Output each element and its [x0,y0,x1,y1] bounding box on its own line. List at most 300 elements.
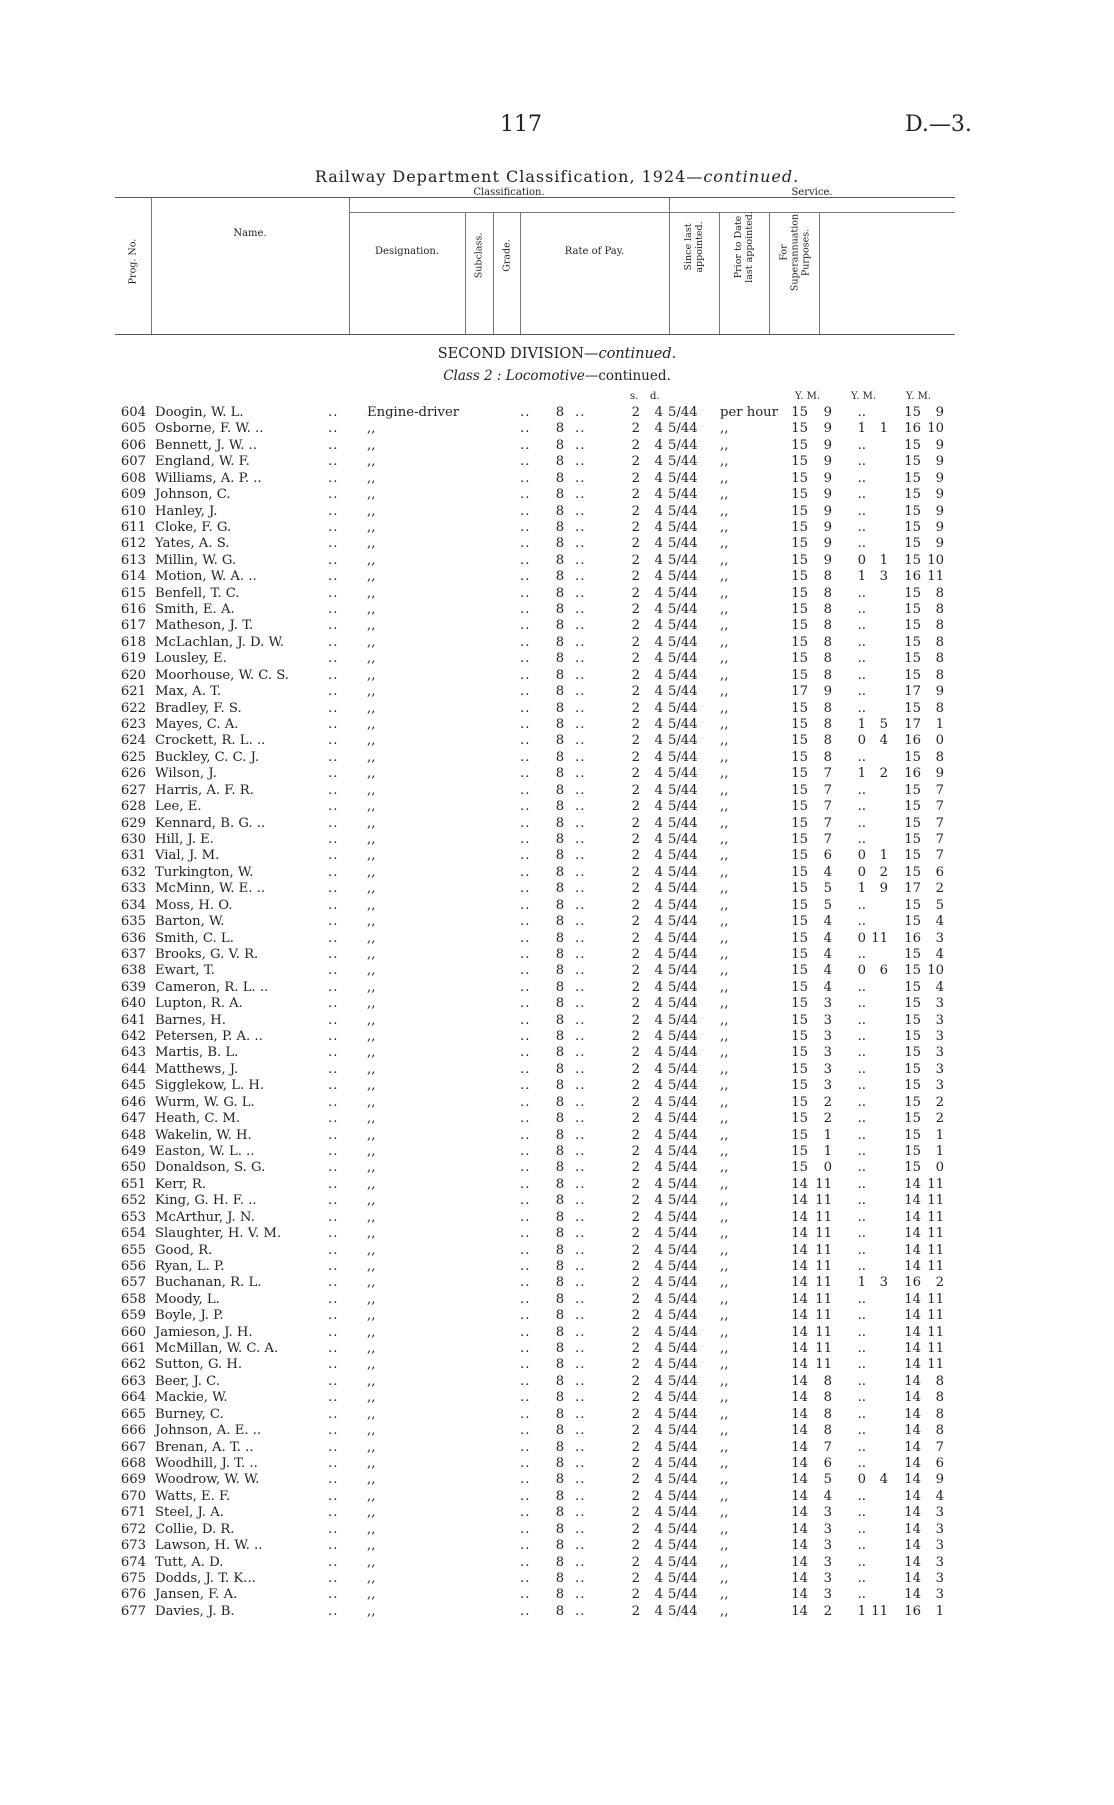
cell-since-years: 14 [791,1488,808,1504]
cell-since-months: 11 [815,1308,832,1324]
cell-prior-years: .. [857,1061,866,1077]
cell-prog-no: 636 [120,930,146,946]
cell-rate-unit: ,, [720,1521,729,1537]
cell-leader: .. [328,749,339,765]
cell-rate-pence: 4 [654,1012,663,1028]
cell-since-years: 14 [791,1176,808,1192]
cell-rate-pence: 4 [654,536,663,552]
cell-rate-unit: ,, [720,1291,729,1307]
cell-rate-unit: ,, [720,569,729,585]
cell-subclass: 8 [555,585,565,601]
cell-rate-fraction: 5/44 [668,437,698,453]
cell-since-months: 5 [823,1472,832,1488]
cell-rate-shillings: 2 [631,1242,640,1258]
cell-rate-unit: ,, [720,552,729,568]
cell-prior-years: .. [857,1439,866,1455]
cell-since-months: 8 [823,1390,832,1406]
cell-rate-shillings: 2 [631,733,640,749]
cell-subclass: 8 [555,437,565,453]
cell-name: Lawson, H. W. .. [155,1538,263,1554]
cell-super-months: 0 [935,733,944,749]
cell-since-months: 8 [823,585,832,601]
cell-leader: .. [520,503,531,519]
cell-prog-no: 633 [120,881,146,897]
cell-name: Osborne, F. W. .. [155,421,264,437]
table-row [0,635,1114,651]
cell-rate-pence: 4 [654,454,663,470]
cell-leader: .. [520,1390,531,1406]
cell-leader: .. [575,766,586,782]
cell-leader: .. [328,831,339,847]
table-row [0,1325,1114,1341]
cell-super-years: 14 [904,1341,921,1357]
cell-rate-fraction: 5/44 [668,1423,698,1439]
cell-leader: .. [575,1603,586,1619]
cell-rate-fraction: 5/44 [668,552,698,568]
cell-leader: .. [520,815,531,831]
cell-rate-shillings: 2 [631,1078,640,1094]
cell-leader: .. [520,569,531,585]
cell-leader: .. [520,1521,531,1537]
cell-super-months: 8 [935,634,944,650]
cell-rate-shillings: 2 [631,421,640,437]
cell-prog-no: 676 [120,1587,146,1603]
cell-leader: .. [520,602,531,618]
cell-prog-no: 610 [120,503,146,519]
cell-designation: ,, [367,914,376,930]
cell-rate-shillings: 2 [631,487,640,503]
cell-super-months: 7 [935,815,944,831]
cell-name: Matthews, J. [155,1061,239,1077]
table-row [0,996,1114,1012]
cell-subclass: 8 [555,519,565,535]
cell-leader: .. [520,1570,531,1586]
cell-since-months: 5 [823,881,832,897]
cell-since-months: 8 [823,1423,832,1439]
cell-rate-unit: ,, [720,470,729,486]
cell-prior-years: 1 [857,1275,866,1291]
cell-since-months: 3 [823,1587,832,1603]
cell-name: Benfell, T. C. [155,585,240,601]
cell-leader: .. [575,1160,586,1176]
cell-since-months: 9 [823,470,832,486]
cell-leader: .. [575,815,586,831]
cell-prior-months: 11 [871,1603,888,1619]
cell-since-months: 3 [823,1012,832,1028]
cell-designation: ,, [367,1587,376,1603]
table-row [0,1587,1114,1603]
cell-leader: .. [575,914,586,930]
cell-super-years: 14 [904,1521,921,1537]
cell-name: Brenan, A. T. .. [155,1439,254,1455]
cell-prog-no: 632 [120,864,146,880]
cell-super-months: 4 [935,914,944,930]
cell-super-years: 14 [904,1439,921,1455]
table-row [0,766,1114,782]
cell-rate-shillings: 2 [631,1012,640,1028]
cell-name: Moorhouse, W. C. S. [155,667,289,683]
cell-designation: ,, [367,1029,376,1045]
cell-leader: .. [520,881,531,897]
cell-prior-months: 2 [879,766,888,782]
cell-prog-no: 648 [120,1127,146,1143]
cell-subclass: 8 [555,897,565,913]
cell-prior-years: 0 [857,848,866,864]
cell-leader: .. [328,651,339,667]
cell-rate-fraction: 5/44 [668,1176,698,1192]
cell-designation: ,, [367,1570,376,1586]
cell-leader: .. [520,930,531,946]
cell-rate-pence: 4 [654,1160,663,1176]
cell-leader: .. [328,1521,339,1537]
cell-leader: .. [520,1193,531,1209]
cell-since-months: 3 [823,1538,832,1554]
cell-prog-no: 607 [120,454,146,470]
page-code: D.—3. [905,112,972,137]
cell-rate-fraction: 5/44 [668,1488,698,1504]
cell-name: Tutt, A. D. [155,1554,224,1570]
cell-super-years: 15 [904,1029,921,1045]
cell-prior-years: 1 [857,569,866,585]
cell-rate-shillings: 2 [631,470,640,486]
table-row [0,1456,1114,1472]
cell-leader: .. [328,1127,339,1143]
table-row [0,1440,1114,1456]
cell-super-years: 14 [904,1373,921,1389]
cell-leader: .. [328,1603,339,1619]
cell-rate-shillings: 2 [631,1439,640,1455]
cell-rate-pence: 4 [654,602,663,618]
cell-rate-pence: 4 [654,651,663,667]
cell-leader: .. [520,552,531,568]
cell-leader: .. [520,733,531,749]
cell-since-years: 15 [791,667,808,683]
cell-subclass: 8 [555,717,565,733]
cell-prog-no: 650 [120,1160,146,1176]
cell-prog-no: 617 [120,618,146,634]
cell-since-years: 15 [791,881,808,897]
header-prior-to-date: Prior to Date last appointed. [733,211,755,283]
cell-prior-years: .. [857,651,866,667]
table-row [0,651,1114,667]
table-row [0,1226,1114,1242]
cell-leader: .. [520,1472,531,1488]
cell-leader: .. [520,405,531,420]
cell-designation: ,, [367,1275,376,1291]
cell-since-months: 4 [823,914,832,930]
cell-since-months: 9 [823,421,832,437]
cell-super-years: 15 [904,470,921,486]
cell-subclass: 8 [555,421,565,437]
cell-name: McArthur, J. N. [155,1209,255,1225]
cell-prior-months: 1 [879,421,888,437]
cell-subclass: 8 [555,1029,565,1045]
cell-rate-pence: 4 [654,1291,663,1307]
cell-since-years: 14 [791,1505,808,1521]
cell-prior-months: 1 [879,848,888,864]
cell-subclass: 8 [555,1390,565,1406]
cell-subclass: 8 [555,881,565,897]
cell-leader: .. [575,749,586,765]
cell-leader: .. [575,651,586,667]
cell-since-years: 15 [791,733,808,749]
cell-leader: .. [520,684,531,700]
cell-leader: .. [328,1505,339,1521]
cell-super-years: 16 [904,733,921,749]
cell-since-years: 15 [791,503,808,519]
cell-rate-unit: ,, [720,1061,729,1077]
cell-leader: .. [520,1275,531,1291]
cell-since-months: 11 [815,1226,832,1242]
cell-rate-fraction: 5/44 [668,519,698,535]
cell-leader: .. [328,536,339,552]
cell-prog-no: 634 [120,897,146,913]
cell-rate-shillings: 2 [631,1570,640,1586]
cell-subclass: 8 [555,1160,565,1176]
cell-leader: .. [520,1538,531,1554]
cell-leader: .. [520,831,531,847]
cell-leader: .. [328,1209,339,1225]
cell-super-months: 8 [935,618,944,634]
cell-prior-years: .. [857,1505,866,1521]
cell-leader: .. [328,552,339,568]
cell-leader: .. [520,1291,531,1307]
cell-leader: .. [520,1012,531,1028]
cell-designation: ,, [367,634,376,650]
cell-rate-shillings: 2 [631,1554,640,1570]
cell-subclass: 8 [555,1045,565,1061]
cell-leader: .. [575,733,586,749]
cell-leader: .. [328,1373,339,1389]
cell-prog-no: 644 [120,1061,146,1077]
table-row [0,553,1114,569]
cell-since-months: 3 [823,1554,832,1570]
cell-rate-shillings: 2 [631,1143,640,1159]
cell-name: King, G. H. F. .. [155,1193,257,1209]
cell-leader: .. [328,782,339,798]
cell-super-years: 15 [904,454,921,470]
unit-ym-prior: Y. M. [851,391,877,402]
cell-super-months: 9 [935,405,944,420]
cell-super-years: 16 [904,766,921,782]
cell-super-years: 15 [904,1143,921,1159]
cell-subclass: 8 [555,569,565,585]
cell-leader: .. [575,1423,586,1439]
cell-rate-fraction: 5/44 [668,979,698,995]
cell-rate-fraction: 5/44 [668,651,698,667]
cell-leader: .. [520,1061,531,1077]
cell-leader: .. [575,963,586,979]
cell-name: Vial, J. M. [155,848,220,864]
cell-subclass: 8 [555,1226,565,1242]
cell-super-months: 3 [935,1012,944,1028]
cell-prior-months: 1 [879,552,888,568]
cell-since-months: 6 [823,1456,832,1471]
cell-super-years: 15 [904,749,921,765]
table-row [0,783,1114,799]
cell-rate-pence: 4 [654,1390,663,1406]
cell-leader: .. [575,996,586,1012]
cell-rate-shillings: 2 [631,1406,640,1422]
cell-rate-fraction: 5/44 [668,1603,698,1619]
cell-prior-years: .. [857,897,866,913]
cell-prior-months: 5 [879,717,888,733]
cell-rate-unit: ,, [720,1603,729,1619]
table-header [115,187,955,335]
cell-leader: .. [520,799,531,815]
cell-prior-years: .. [857,1357,866,1373]
cell-super-years: 15 [904,831,921,847]
cell-prior-years: .. [857,1143,866,1159]
cell-leader: .. [520,946,531,962]
cell-since-years: 15 [791,996,808,1012]
cell-subclass: 8 [555,782,565,798]
table-row [0,1374,1114,1390]
cell-name: Woodhill, J. T. .. [155,1456,258,1471]
cell-super-years: 14 [904,1357,921,1373]
cell-since-months: 5 [823,897,832,913]
cell-super-years: 16 [904,1275,921,1291]
cell-rate-fraction: 5/44 [668,1045,698,1061]
cell-prog-no: 612 [120,536,146,552]
cell-leader: .. [328,1390,339,1406]
cell-leader: .. [575,437,586,453]
cell-leader: .. [328,618,339,634]
cell-super-months: 3 [935,1521,944,1537]
cell-name: Bennett, J. W. .. [155,437,257,453]
cell-prog-no: 608 [120,470,146,486]
cell-leader: .. [520,914,531,930]
cell-leader: .. [520,651,531,667]
table-row [0,1177,1114,1193]
cell-name: Donaldson, S. G. [155,1160,266,1176]
cell-rate-pence: 4 [654,1094,663,1110]
cell-designation: ,, [367,536,376,552]
cell-prior-years: .. [857,602,866,618]
cell-prior-years: .. [857,799,866,815]
cell-rate-unit: ,, [720,946,729,962]
cell-since-years: 15 [791,1045,808,1061]
cell-designation: ,, [367,1341,376,1357]
cell-rate-shillings: 2 [631,1127,640,1143]
cell-super-months: 5 [935,897,944,913]
cell-leader: .. [328,487,339,503]
cell-super-months: 4 [935,946,944,962]
table-row [0,421,1114,437]
cell-since-years: 15 [791,519,808,535]
cell-since-years: 15 [791,914,808,930]
cell-rate-unit: ,, [720,717,729,733]
cell-subclass: 8 [555,602,565,618]
cell-rate-unit: ,, [720,1587,729,1603]
cell-prior-years: .. [857,1341,866,1357]
header-classification: Classification. [473,187,545,198]
cell-rate-shillings: 2 [631,1275,640,1291]
cell-designation: ,, [367,651,376,667]
cell-super-years: 14 [904,1308,921,1324]
cell-super-months: 7 [935,1439,944,1455]
cell-leader: .. [328,585,339,601]
cell-prog-no: 627 [120,782,146,798]
cell-prog-no: 630 [120,831,146,847]
cell-rate-shillings: 2 [631,946,640,962]
cell-leader: .. [328,717,339,733]
cell-rate-pence: 4 [654,1143,663,1159]
cell-rate-unit: ,, [720,536,729,552]
cell-leader: .. [328,1029,339,1045]
cell-prior-years: .. [857,519,866,535]
table-row [0,1571,1114,1587]
cell-since-years: 14 [791,1521,808,1537]
cell-leader: .. [328,1406,339,1422]
cell-name: Steel, J. A. [155,1505,224,1521]
cell-since-years: 15 [791,405,808,420]
cell-leader: .. [328,503,339,519]
cell-since-months: 1 [823,1143,832,1159]
cell-rate-fraction: 5/44 [668,1357,698,1373]
cell-super-months: 8 [935,585,944,601]
cell-leader: .. [520,1406,531,1422]
cell-rate-shillings: 2 [631,437,640,453]
cell-prior-years: .. [857,437,866,453]
cell-rate-fraction: 5/44 [668,1587,698,1603]
cell-rate-unit: ,, [720,1029,729,1045]
cell-since-months: 9 [823,684,832,700]
cell-rate-pence: 4 [654,996,663,1012]
cell-super-years: 16 [904,421,921,437]
cell-rate-unit: ,, [720,667,729,683]
cell-since-months: 8 [823,618,832,634]
cell-super-months: 3 [935,1045,944,1061]
cell-prior-years: .. [857,1390,866,1406]
cell-leader: .. [575,700,586,716]
cell-leader: .. [520,1111,531,1127]
cell-prog-no: 661 [120,1341,146,1357]
cell-leader: .. [520,1505,531,1521]
cell-prior-years: .. [857,782,866,798]
cell-rate-fraction: 5/44 [668,1570,698,1586]
cell-rate-unit: ,, [720,634,729,650]
cell-rate-shillings: 2 [631,667,640,683]
cell-since-years: 14 [791,1390,808,1406]
cell-rate-shillings: 2 [631,1390,640,1406]
cell-super-months: 9 [935,487,944,503]
cell-since-months: 2 [823,1111,832,1127]
cell-rate-pence: 4 [654,1242,663,1258]
cell-super-years: 17 [904,684,921,700]
cell-prior-months: 2 [879,864,888,880]
cell-rate-shillings: 2 [631,996,640,1012]
cell-super-years: 15 [904,1078,921,1094]
cell-leader: .. [520,1554,531,1570]
cell-prog-no: 619 [120,651,146,667]
cell-rate-unit: ,, [720,1078,729,1094]
cell-since-years: 15 [791,585,808,601]
cell-rate-shillings: 2 [631,930,640,946]
cell-prior-years: .. [857,684,866,700]
cell-leader: .. [575,1143,586,1159]
cell-rate-unit: ,, [720,519,729,535]
class-continued: —continued. [584,368,671,384]
table-row [0,1144,1114,1160]
cell-leader: .. [328,684,339,700]
cell-rate-shillings: 2 [631,1258,640,1274]
cell-leader: .. [575,1226,586,1242]
cell-leader: .. [328,634,339,650]
cell-super-years: 15 [904,1045,921,1061]
cell-leader: .. [520,1242,531,1258]
cell-since-months: 4 [823,946,832,962]
